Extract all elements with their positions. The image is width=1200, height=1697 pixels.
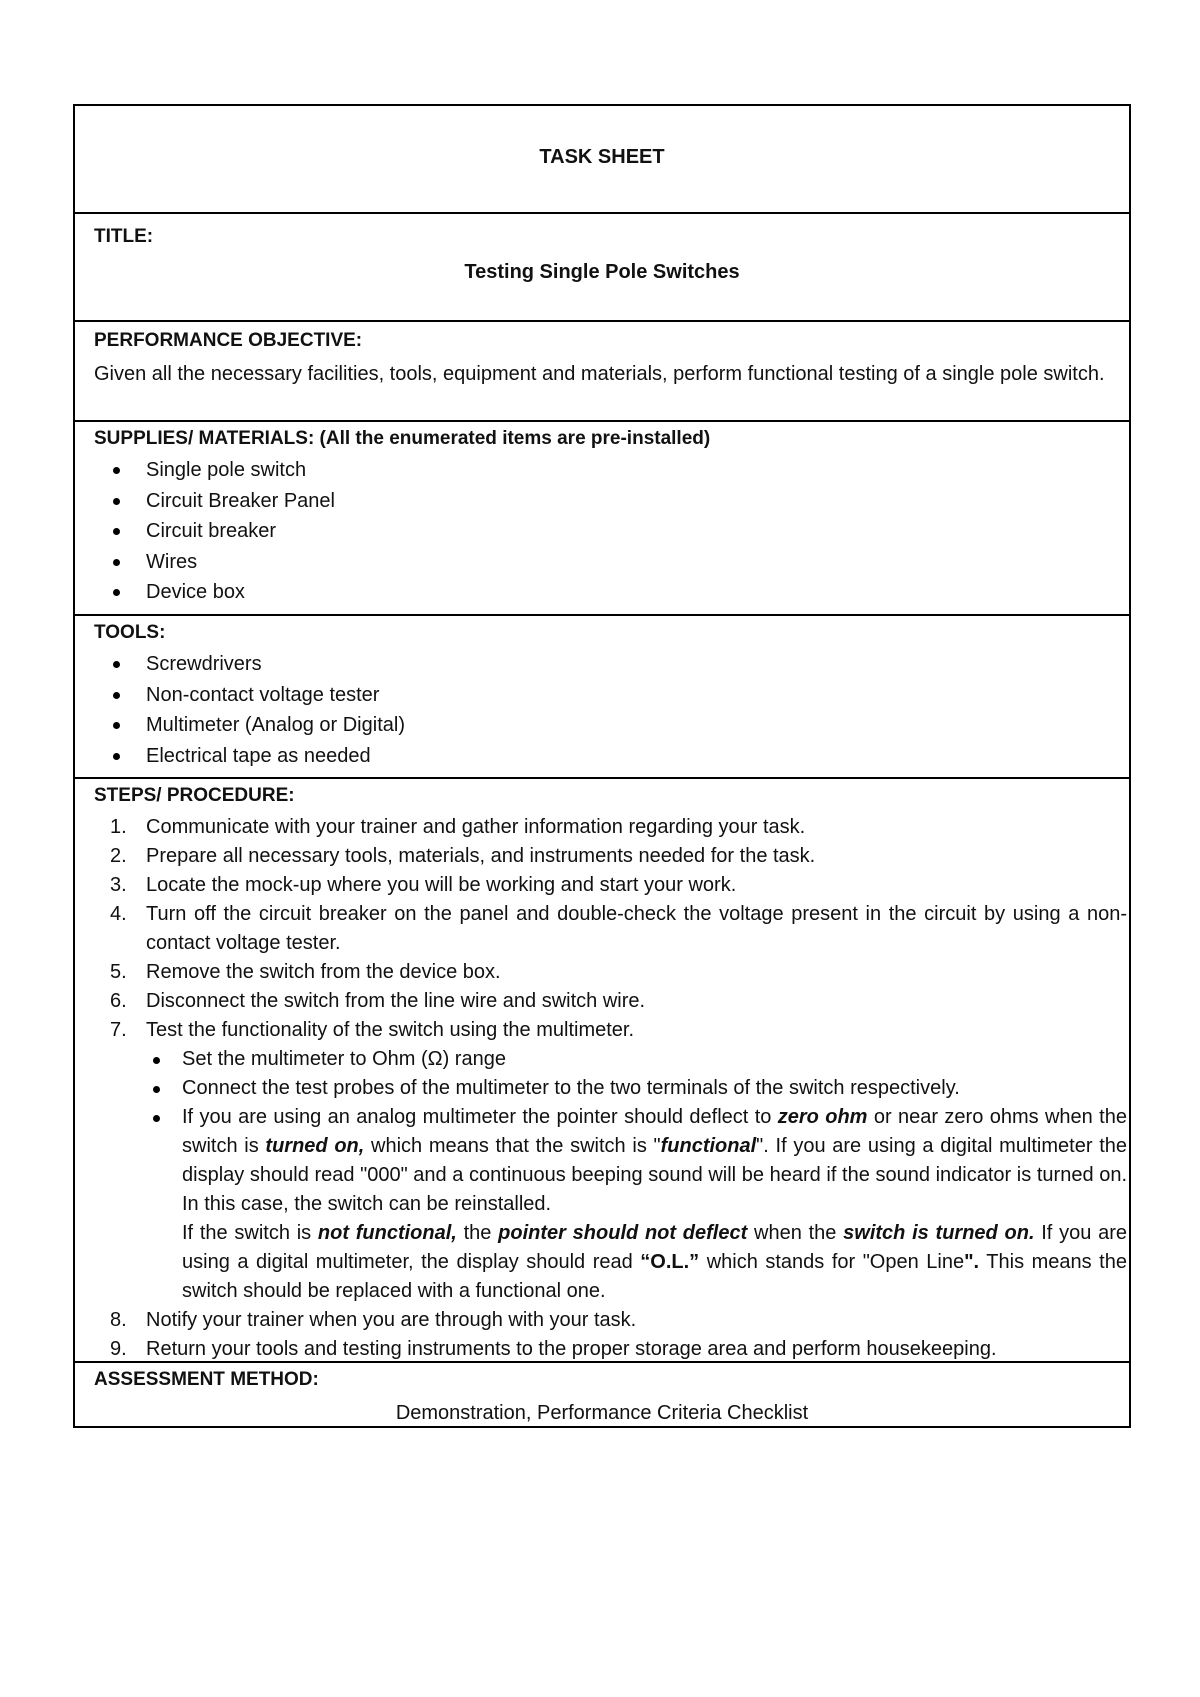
steps-list <box>94 813 1129 1364</box>
objective-label: PERFORMANCE OBJECTIVE: <box>94 330 363 351</box>
list-item: Single pole switch <box>94 455 1129 486</box>
step-item: 8. Notify your trainer when you are through with your task. <box>110 1309 637 1331</box>
tools-label: TOOLS: <box>94 622 166 643</box>
step-item: 9. Return your tools and testing instruments to the proper storage area and perform housekeeping. <box>110 1338 997 1360</box>
tools-list <box>94 649 1129 771</box>
substeps-list <box>146 1045 1127 1306</box>
supplies-list <box>94 455 1129 608</box>
substep-item: If you are using an analog multimeter the pointer should deflect to zero ohm or near zero ohms when the switch is turned on, which means that the switch is "functional". If you are using a digital multimeter the display should read "000" and a continuous beeping sound will be heard if the sound indicator is turned on. In this case, the switch can be reinstalled. If the switch is not functional, the pointer should not deflect when the switch is turned on. If you are using a digital multimeter, the display should read “O.L.” which stands for "Open Line". This means the switch should be replaced with a functional one. <box>146 1103 1127 1306</box>
list-item: Multimeter (Analog or Digital) <box>94 710 1129 741</box>
assessment-value: Demonstration, Performance Criteria Checklist <box>395 1402 809 1424</box>
step-item: 5. Remove the switch from the device box. <box>110 961 501 983</box>
list-item: Electrical tape as needed <box>94 741 1129 772</box>
list-item: Circuit breaker <box>94 516 1129 547</box>
substep-item: Connect the test probes of the multimeter to the two terminals of the switch respectively. <box>146 1074 1127 1103</box>
tools-section <box>75 616 1129 779</box>
header-section <box>75 106 1129 214</box>
title-section <box>75 214 1129 322</box>
list-item: Wires <box>94 547 1129 578</box>
page-title: TASK SHEET <box>539 146 665 168</box>
document-title: Testing Single Pole Switches <box>464 261 740 283</box>
substep-item: Set the multimeter to Ohm (Ω) range <box>146 1045 1127 1074</box>
task-sheet-table <box>73 104 1131 1428</box>
step-item: 2. Prepare all necessary tools, materials, and instruments needed for the task. <box>110 845 816 867</box>
step-item: 7. Test the functionality of the switch using the multimeter. Set the multimeter to Ohm (Ω) range Connect the test probes of the multimeter to the two terminals of the switch respectively. If you are using an analog multimeter the pointer should deflect to zero ohm or near zero ohms when the switch is turned on, which means that the switch is "functional". If you are using a digital multimeter the display should read "000" and a continuous beeping sound will be heard if the sound indicator is turned on. In this case, the switch can be reinstalled. If the switch is not functional, the pointer should not deflect when the switch is turned on. If you are using a digital multimeter, the display should read “O.L.” which stands for "Open Line". This means the switch should be replaced with a functional one. <box>94 1016 1129 1306</box>
assessment-label: ASSESSMENT METHOD: <box>94 1369 319 1390</box>
list-item: Device box <box>94 577 1129 608</box>
objective-text: Given all the necessary facilities, tools, equipment and materials, perform functional testing of a single pole switch. <box>94 363 1105 385</box>
list-item: Non-contact voltage tester <box>94 680 1129 711</box>
step-item: 6. Disconnect the switch from the line wire and switch wire. <box>110 990 646 1012</box>
step-item: 4. Turn off the circuit breaker on the panel and double-check the voltage present in the circuit by using a non-contact voltage tester. <box>110 903 1127 954</box>
steps-section <box>75 779 1129 1363</box>
steps-label: STEPS/ PROCEDURE: <box>94 785 295 806</box>
supplies-section <box>75 422 1129 616</box>
title-label: TITLE: <box>94 226 154 247</box>
step-item: 1. Communicate with your trainer and gather information regarding your task. <box>110 816 806 838</box>
list-item: Screwdrivers <box>94 649 1129 680</box>
substep-continuation: If the switch is not functional, the pointer should not deflect when the switch is turned on. If you are using a digital multimeter, the display should read “O.L.” which stands for "Open Line". This means the switch should be replaced with a functional one. <box>182 1222 1128 1302</box>
objective-section <box>75 322 1129 422</box>
supplies-label: SUPPLIES/ MATERIALS: (All the enumerated items are pre-installed) <box>94 428 711 449</box>
assessment-section <box>75 1363 1129 1426</box>
list-item: Circuit Breaker Panel <box>94 486 1129 517</box>
step-item: 3. Locate the mock-up where you will be working and start your work. <box>110 874 737 896</box>
